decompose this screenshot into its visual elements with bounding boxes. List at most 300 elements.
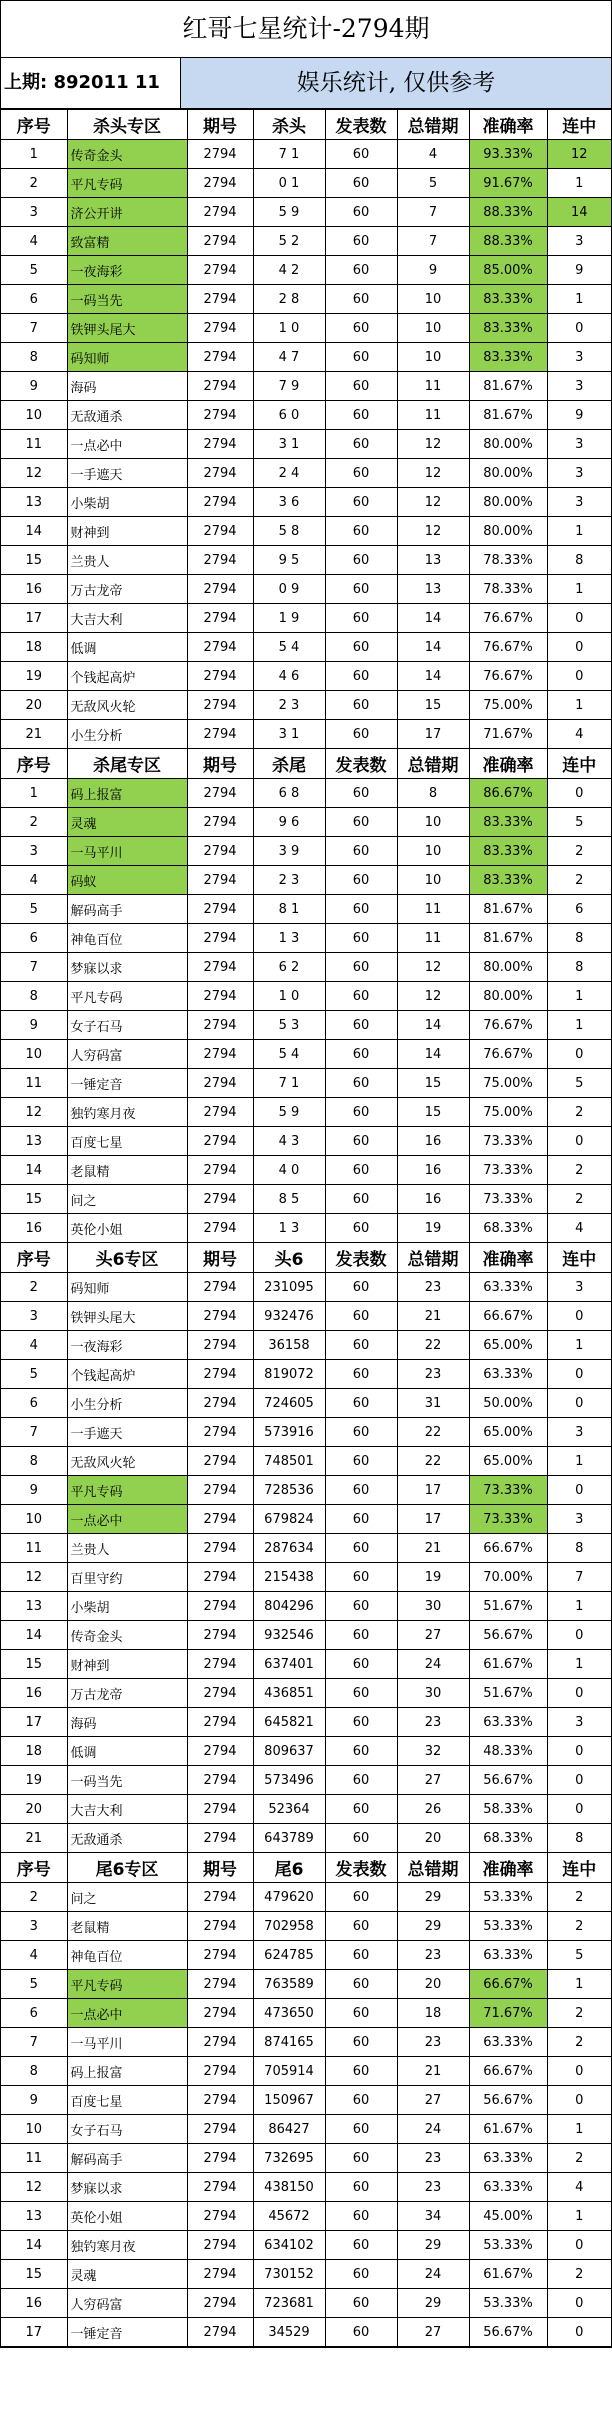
published-count: 60 (325, 633, 397, 662)
accuracy-cell: 63.33% (469, 2028, 547, 2057)
published-count: 60 (325, 2115, 397, 2144)
accuracy-cell: 88.33% (469, 198, 547, 227)
streak-cell: 1 (547, 1011, 611, 1040)
accuracy-cell: 53.33% (469, 2231, 547, 2260)
prediction-value: 3 6 (253, 488, 325, 517)
accuracy-cell: 66.67% (469, 1534, 547, 1563)
predictor-name: 传奇金头 (67, 1621, 187, 1650)
table-row (1, 1418, 611, 1447)
period-cell: 2794 (187, 2028, 253, 2057)
section-header-row (1, 1243, 611, 1273)
row-index: 10 (1, 1505, 67, 1534)
accuracy-cell: 75.00% (469, 1069, 547, 1098)
period-cell: 2794 (187, 2086, 253, 2115)
error-count: 27 (397, 1766, 469, 1795)
error-count: 20 (397, 1824, 469, 1853)
streak-cell: 2 (547, 1883, 611, 1912)
period-cell: 2794 (187, 1273, 253, 1302)
prediction-value: 573496 (253, 1766, 325, 1795)
header-errors: 总错期 (397, 110, 469, 140)
row-index: 18 (1, 633, 67, 662)
predictor-name: 灵魂 (67, 808, 187, 837)
published-count: 60 (325, 1360, 397, 1389)
predictor-name: 码上报富 (67, 2057, 187, 2086)
table-row (1, 2086, 611, 2115)
accuracy-cell: 80.00% (469, 488, 547, 517)
streak-cell: 0 (547, 1737, 611, 1766)
period-cell: 2794 (187, 488, 253, 517)
period-cell: 2794 (187, 1476, 253, 1505)
period-cell: 2794 (187, 982, 253, 1011)
period-cell: 2794 (187, 2173, 253, 2202)
streak-cell: 0 (547, 1389, 611, 1418)
predictor-name: 平凡专码 (67, 1476, 187, 1505)
accuracy-cell: 75.00% (469, 1098, 547, 1127)
streak-cell: 1 (547, 1650, 611, 1679)
period-cell: 2794 (187, 256, 253, 285)
published-count: 60 (325, 430, 397, 459)
predictor-name: 一锤定音 (67, 1069, 187, 1098)
prediction-value: 2 3 (253, 691, 325, 720)
prediction-value: 7 1 (253, 140, 325, 169)
table-row (1, 1360, 611, 1389)
row-index: 21 (1, 1824, 67, 1853)
header-section: 尾6专区 (67, 1853, 187, 1883)
predictor-name: 无敌风火轮 (67, 1447, 187, 1476)
header-accuracy: 准确率 (469, 749, 547, 779)
row-index: 20 (1, 691, 67, 720)
row-index: 11 (1, 430, 67, 459)
published-count: 60 (325, 517, 397, 546)
row-index: 19 (1, 1766, 67, 1795)
table-row (1, 662, 611, 691)
streak-cell: 0 (547, 1360, 611, 1389)
row-index: 10 (1, 1040, 67, 1069)
prediction-value: 874165 (253, 2028, 325, 2057)
streak-cell: 8 (547, 1534, 611, 1563)
accuracy-cell: 83.33% (469, 866, 547, 895)
period-cell: 2794 (187, 140, 253, 169)
predictor-name: 一马平川 (67, 2028, 187, 2057)
accuracy-cell: 61.67% (469, 2260, 547, 2289)
header-errors: 总错期 (397, 1853, 469, 1883)
streak-cell: 0 (547, 604, 611, 633)
period-cell: 2794 (187, 285, 253, 314)
predictor-name: 神龟百位 (67, 1941, 187, 1970)
accuracy-cell: 65.00% (469, 1331, 547, 1360)
published-count: 60 (325, 1273, 397, 1302)
predictor-name: 人穷码富 (67, 1040, 187, 1069)
published-count: 60 (325, 2057, 397, 2086)
row-index: 4 (1, 1941, 67, 1970)
table-row (1, 982, 611, 1011)
prediction-value: 4 6 (253, 662, 325, 691)
streak-cell: 2 (547, 837, 611, 866)
accuracy-cell: 71.67% (469, 1999, 547, 2028)
streak-cell: 0 (547, 779, 611, 808)
accuracy-cell: 65.00% (469, 1447, 547, 1476)
table-row (1, 720, 611, 749)
published-count: 60 (325, 1447, 397, 1476)
streak-cell: 4 (547, 720, 611, 749)
row-index: 12 (1, 2173, 67, 2202)
accuracy-cell: 71.67% (469, 720, 547, 749)
accuracy-cell: 65.00% (469, 1418, 547, 1447)
table-row (1, 1912, 611, 1941)
header-published: 发表数 (325, 110, 397, 140)
error-count: 13 (397, 546, 469, 575)
row-index: 18 (1, 1737, 67, 1766)
streak-cell: 3 (547, 430, 611, 459)
table-row (1, 1621, 611, 1650)
error-count: 11 (397, 401, 469, 430)
row-index: 16 (1, 1679, 67, 1708)
row-index: 10 (1, 401, 67, 430)
error-count: 21 (397, 2057, 469, 2086)
accuracy-cell: 85.00% (469, 256, 547, 285)
prediction-value: 5 9 (253, 198, 325, 227)
accuracy-cell: 78.33% (469, 575, 547, 604)
row-index: 13 (1, 1127, 67, 1156)
prediction-value: 645821 (253, 1708, 325, 1737)
predictor-name: 独钓寒月夜 (67, 2231, 187, 2260)
table-row (1, 1650, 611, 1679)
row-index: 3 (1, 1302, 67, 1331)
streak-cell: 0 (547, 2231, 611, 2260)
row-index: 5 (1, 1360, 67, 1389)
period-cell: 2794 (187, 2318, 253, 2347)
prediction-value: 702958 (253, 1912, 325, 1941)
period-cell: 2794 (187, 1360, 253, 1389)
published-count: 60 (325, 1912, 397, 1941)
published-count: 60 (325, 314, 397, 343)
accuracy-cell: 63.33% (469, 1941, 547, 1970)
row-index: 6 (1, 924, 67, 953)
streak-cell: 3 (547, 372, 611, 401)
table-row (1, 1476, 611, 1505)
prediction-value: 7 1 (253, 1069, 325, 1098)
period-cell: 2794 (187, 2202, 253, 2231)
published-count: 60 (325, 691, 397, 720)
period-cell: 2794 (187, 1999, 253, 2028)
table-row (1, 430, 611, 459)
error-count: 19 (397, 1214, 469, 1243)
header-value: 头6 (253, 1243, 325, 1273)
published-count: 60 (325, 1185, 397, 1214)
error-count: 17 (397, 1505, 469, 1534)
period-cell: 2794 (187, 604, 253, 633)
error-count: 16 (397, 1127, 469, 1156)
error-count: 29 (397, 1912, 469, 1941)
streak-cell: 4 (547, 1214, 611, 1243)
predictor-name: 传奇金头 (67, 140, 187, 169)
error-count: 7 (397, 198, 469, 227)
period-cell: 2794 (187, 779, 253, 808)
predictor-name: 一码当先 (67, 1766, 187, 1795)
predictor-name: 无敌风火轮 (67, 691, 187, 720)
published-count: 60 (325, 662, 397, 691)
row-index: 10 (1, 2115, 67, 2144)
predictor-name: 低调 (67, 1737, 187, 1766)
error-count: 12 (397, 430, 469, 459)
error-count: 16 (397, 1156, 469, 1185)
header-published: 发表数 (325, 749, 397, 779)
published-count: 60 (325, 1679, 397, 1708)
predictor-name: 无敌通杀 (67, 1824, 187, 1853)
error-count: 10 (397, 837, 469, 866)
error-count: 10 (397, 314, 469, 343)
row-index: 9 (1, 1476, 67, 1505)
predictor-name: 女子石马 (67, 2115, 187, 2144)
error-count: 13 (397, 575, 469, 604)
period-cell: 2794 (187, 1592, 253, 1621)
predictor-name: 平凡专码 (67, 169, 187, 198)
predictor-name: 人穷码富 (67, 2289, 187, 2318)
table-row (1, 546, 611, 575)
accuracy-cell: 63.33% (469, 1360, 547, 1389)
published-count: 60 (325, 779, 397, 808)
period-cell: 2794 (187, 1883, 253, 1912)
predictor-name: 梦寐以求 (67, 953, 187, 982)
streak-cell: 14 (547, 198, 611, 227)
section-header-row (1, 1853, 611, 1883)
row-index: 13 (1, 2202, 67, 2231)
table-row (1, 691, 611, 720)
period-cell: 2794 (187, 1970, 253, 1999)
streak-cell: 3 (547, 1273, 611, 1302)
streak-cell: 3 (547, 488, 611, 517)
header-accuracy: 准确率 (469, 1853, 547, 1883)
streak-cell: 5 (547, 1941, 611, 1970)
header-streak: 连中 (547, 1853, 611, 1883)
row-index: 5 (1, 1970, 67, 1999)
prediction-value: 2 3 (253, 866, 325, 895)
row-index: 1 (1, 779, 67, 808)
error-count: 22 (397, 1418, 469, 1447)
row-index: 12 (1, 1563, 67, 1592)
prediction-value: 9 5 (253, 546, 325, 575)
table-row (1, 2318, 611, 2347)
prediction-value: 679824 (253, 1505, 325, 1534)
prediction-value: 5 4 (253, 633, 325, 662)
section-header-row (1, 749, 611, 779)
predictor-name: 问之 (67, 1883, 187, 1912)
period-cell: 2794 (187, 1912, 253, 1941)
predictor-name: 一手遮天 (67, 459, 187, 488)
prediction-value: 573916 (253, 1418, 325, 1447)
row-index: 5 (1, 256, 67, 285)
predictor-name: 平凡专码 (67, 982, 187, 1011)
row-index: 2 (1, 808, 67, 837)
error-count: 27 (397, 2086, 469, 2115)
table-row (1, 1883, 611, 1912)
period-cell: 2794 (187, 1795, 253, 1824)
prediction-value: 231095 (253, 1273, 325, 1302)
prediction-value: 723681 (253, 2289, 325, 2318)
error-count: 14 (397, 604, 469, 633)
header-section: 头6专区 (67, 1243, 187, 1273)
published-count: 60 (325, 169, 397, 198)
predictor-name: 大吉大利 (67, 1795, 187, 1824)
error-count: 12 (397, 459, 469, 488)
accuracy-cell: 63.33% (469, 1708, 547, 1737)
period-cell: 2794 (187, 662, 253, 691)
error-count: 14 (397, 633, 469, 662)
predictor-name: 英伦小姐 (67, 2202, 187, 2231)
accuracy-cell: 86.67% (469, 779, 547, 808)
error-count: 29 (397, 2231, 469, 2260)
error-count: 22 (397, 1447, 469, 1476)
published-count: 60 (325, 1302, 397, 1331)
accuracy-cell: 58.33% (469, 1795, 547, 1824)
row-index: 4 (1, 1331, 67, 1360)
error-count: 14 (397, 1040, 469, 1069)
streak-cell: 2 (547, 866, 611, 895)
header-section: 杀头专区 (67, 110, 187, 140)
header-period: 期号 (187, 1243, 253, 1273)
table-row (1, 1679, 611, 1708)
streak-cell: 1 (547, 1970, 611, 1999)
period-cell: 2794 (187, 2115, 253, 2144)
streak-cell: 2 (547, 1185, 611, 1214)
period-cell: 2794 (187, 343, 253, 372)
table-row (1, 372, 611, 401)
row-index: 21 (1, 720, 67, 749)
table-row (1, 2115, 611, 2144)
streak-cell: 0 (547, 633, 611, 662)
accuracy-cell: 53.33% (469, 1912, 547, 1941)
header-index: 序号 (1, 749, 67, 779)
prediction-value: 624785 (253, 1941, 325, 1970)
predictor-name: 海码 (67, 1708, 187, 1737)
predictor-name: 财神到 (67, 1650, 187, 1679)
accuracy-cell: 80.00% (469, 517, 547, 546)
prediction-value: 1 9 (253, 604, 325, 633)
error-count: 8 (397, 779, 469, 808)
header-period: 期号 (187, 110, 253, 140)
accuracy-cell: 56.67% (469, 2086, 547, 2115)
period-cell: 2794 (187, 895, 253, 924)
table-row (1, 2057, 611, 2086)
period-cell: 2794 (187, 837, 253, 866)
predictor-name: 英伦小姐 (67, 1214, 187, 1243)
published-count: 60 (325, 1040, 397, 1069)
accuracy-cell: 53.33% (469, 1883, 547, 1912)
published-count: 60 (325, 1592, 397, 1621)
table-row (1, 285, 611, 314)
streak-cell: 8 (547, 953, 611, 982)
period-cell: 2794 (187, 1069, 253, 1098)
header-streak: 连中 (547, 110, 611, 140)
predictor-name: 码知师 (67, 343, 187, 372)
header-value: 尾6 (253, 1853, 325, 1883)
accuracy-cell: 83.33% (469, 837, 547, 866)
table-row (1, 517, 611, 546)
published-count: 60 (325, 2028, 397, 2057)
error-count: 23 (397, 1360, 469, 1389)
table-row (1, 633, 611, 662)
published-count: 60 (325, 604, 397, 633)
streak-cell: 9 (547, 256, 611, 285)
error-count: 23 (397, 1708, 469, 1737)
published-count: 60 (325, 837, 397, 866)
period-cell: 2794 (187, 1766, 253, 1795)
table-row (1, 1795, 611, 1824)
accuracy-cell: 56.67% (469, 1621, 547, 1650)
published-count: 60 (325, 1563, 397, 1592)
stats-table (1, 109, 611, 2347)
header-period: 期号 (187, 749, 253, 779)
table-row (1, 1766, 611, 1795)
prediction-value: 479620 (253, 1883, 325, 1912)
period-cell: 2794 (187, 1156, 253, 1185)
published-count: 60 (325, 1069, 397, 1098)
predictor-name: 一点必中 (67, 1999, 187, 2028)
predictor-name: 小生分析 (67, 720, 187, 749)
streak-cell: 1 (547, 1447, 611, 1476)
accuracy-cell: 73.33% (469, 1476, 547, 1505)
period-cell: 2794 (187, 1389, 253, 1418)
accuracy-cell: 50.00% (469, 1389, 547, 1418)
error-count: 27 (397, 1621, 469, 1650)
accuracy-cell: 63.33% (469, 2144, 547, 2173)
disclaimer-banner: 娱乐统计, 仅供参考 (181, 58, 611, 108)
error-count: 31 (397, 1389, 469, 1418)
header-accuracy: 准确率 (469, 110, 547, 140)
table-row (1, 953, 611, 982)
published-count: 60 (325, 1766, 397, 1795)
row-index: 4 (1, 866, 67, 895)
published-count: 60 (325, 1505, 397, 1534)
error-count: 23 (397, 2028, 469, 2057)
prediction-value: 5 4 (253, 1040, 325, 1069)
period-cell: 2794 (187, 1185, 253, 1214)
period-cell: 2794 (187, 1302, 253, 1331)
period-cell: 2794 (187, 808, 253, 837)
predictor-name: 一夜海彩 (67, 1331, 187, 1360)
table-row (1, 488, 611, 517)
row-index: 2 (1, 169, 67, 198)
period-cell: 2794 (187, 1534, 253, 1563)
row-index: 9 (1, 2086, 67, 2115)
prediction-value: 436851 (253, 1679, 325, 1708)
published-count: 60 (325, 1970, 397, 1999)
table-row (1, 198, 611, 227)
accuracy-cell: 73.33% (469, 1127, 547, 1156)
table-row (1, 1505, 611, 1534)
error-count: 7 (397, 227, 469, 256)
table-row (1, 1098, 611, 1127)
predictor-name: 铁钾头尾大 (67, 1302, 187, 1331)
prediction-value: 1 0 (253, 982, 325, 1011)
accuracy-cell: 80.00% (469, 430, 547, 459)
error-count: 21 (397, 1534, 469, 1563)
error-count: 32 (397, 1737, 469, 1766)
prediction-value: 804296 (253, 1592, 325, 1621)
period-cell: 2794 (187, 1040, 253, 1069)
streak-cell: 0 (547, 1127, 611, 1156)
row-index: 16 (1, 2289, 67, 2318)
header-section: 杀尾专区 (67, 749, 187, 779)
streak-cell: 1 (547, 982, 611, 1011)
published-count: 60 (325, 720, 397, 749)
error-count: 23 (397, 2173, 469, 2202)
page-title: 红哥七星统计-2794期 (1, 0, 611, 58)
accuracy-cell: 76.67% (469, 604, 547, 633)
streak-cell: 7 (547, 1563, 611, 1592)
error-count: 21 (397, 1302, 469, 1331)
published-count: 60 (325, 1883, 397, 1912)
